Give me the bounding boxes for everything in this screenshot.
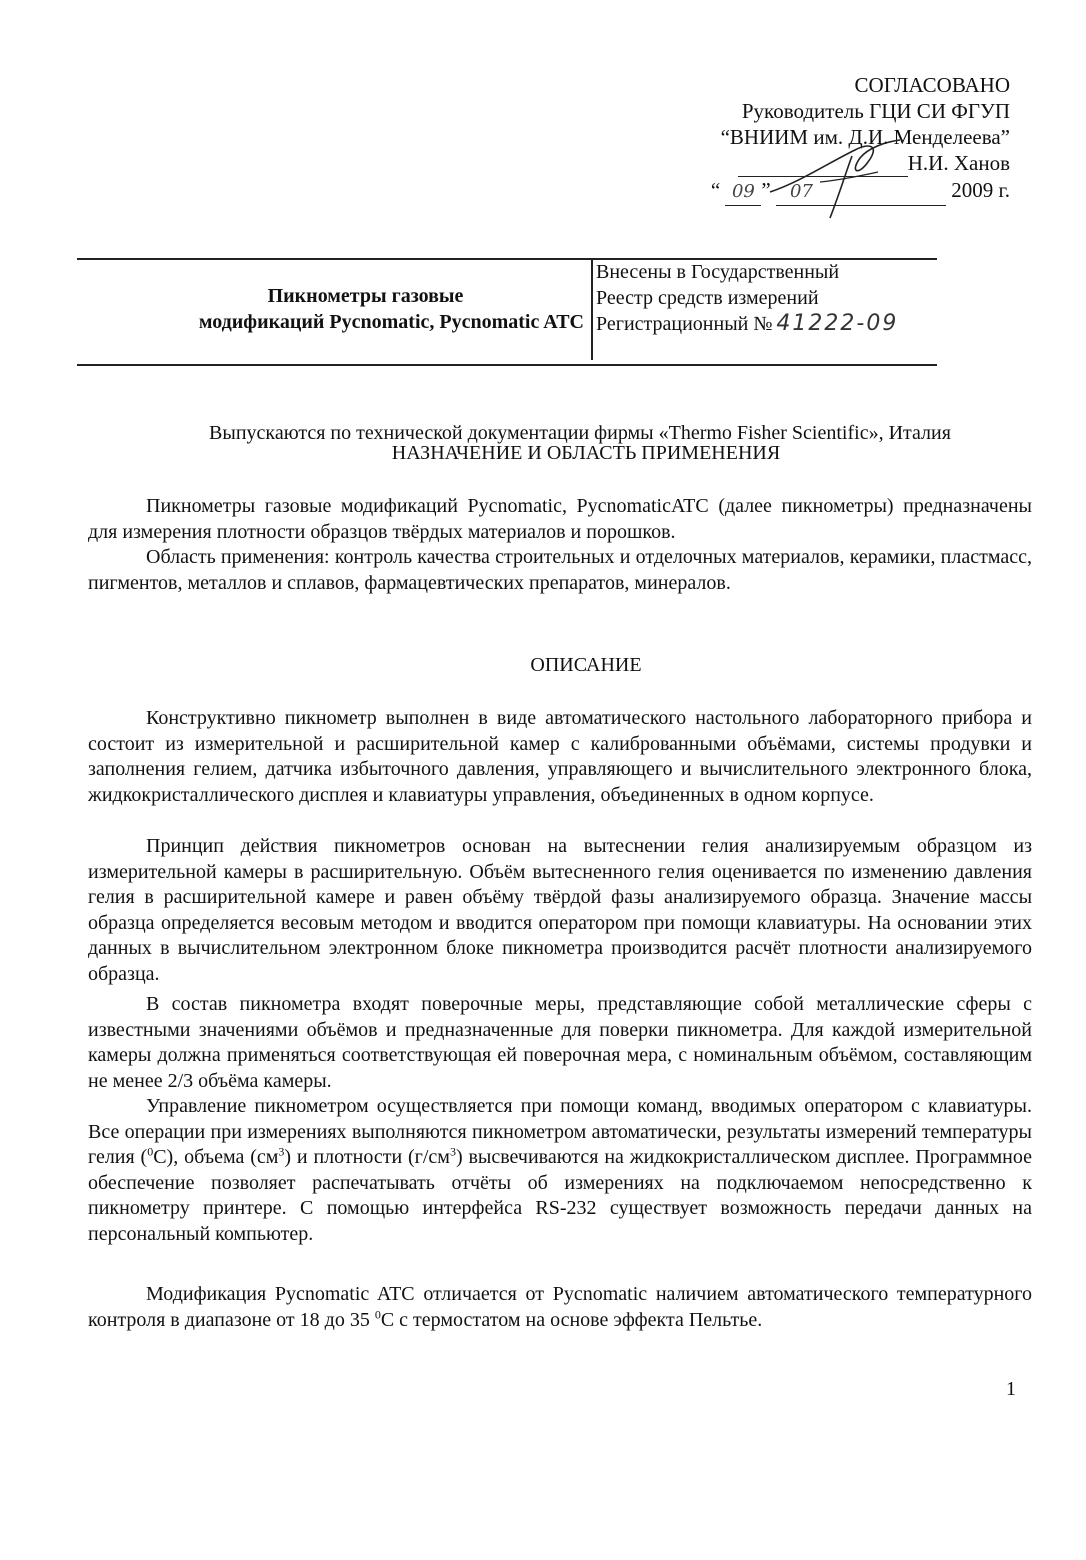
registry-line1: Внесены в Государственный [596, 261, 840, 283]
registry-number-label: Регистрационный № [596, 313, 773, 335]
section-title-purpose: НАЗНАЧЕНИЕ И ОБЛАСТЬ ПРИМЕНЕНИЯ [391, 442, 781, 464]
registry-number: 41222-09 [776, 311, 899, 336]
issued-by: Выпускаются по технической документации фирмы «Thermo Fisher Scientific», Италия [209, 422, 951, 444]
approval-date-month: 07 [776, 179, 946, 206]
approval-title: СОГЛАСОВАНО [854, 73, 1010, 97]
section-title-description: ОПИСАНИЕ [530, 654, 642, 676]
header-bottom-rule [77, 364, 937, 366]
product-title-line1: Пикнометры газовые [267, 285, 464, 307]
registry-line3 [596, 311, 898, 337]
approval-signer: Н.И. Ханов [907, 151, 1010, 175]
approval-position: Руководитель ГЦИ СИ ФГУП [741, 99, 1010, 123]
product-title-line2: модификаций Pycnomatic, Pycnomatic ATC [198, 311, 584, 333]
approval-date-year: 2009 г. [951, 178, 1010, 202]
paragraph: Управление пикнометром осуществляется при помощи команд, вводимых оператором с клавиатуры. Все операции при измерениях выполняются пикнометром автоматически, результаты измерений температуры гелия ($^0$С), объема $(см^3)$ и плотности $(г/см^3)$ высвечиваются на жидкокристаллическом дисплее. Программное обеспечение позволяет распечатывать отчёты об измерениях на подключаемом непосредственно к пикнометру принтере. С помощью интерфейса RS-232 существует возможность передачи данных на персональный компьютер. [88, 1095, 1032, 1245]
paragraph: Пикнометры газовые модификаций Pycnomatic, PycnomaticATC (далее пикнометры) предназначены для измерения плотности образцов твёрдых материалов и порошков. [88, 495, 1032, 543]
signature-icon [760, 132, 910, 222]
page-number: 1 [1006, 1378, 1016, 1400]
header-divider [591, 258, 593, 360]
approval-date-day: 09 [725, 179, 761, 206]
paragraph: Конструктивно пикнометр выполнен в виде автоматического настольного лабораторного прибора и состоит из измерительной и расширительной камер с калиброванными объёмами, системы продувки и заполнения гелием, датчика избыточного давления, управляющего и вычислительного электронного блока, жидкокристаллического дисплея и клавиатуры управления, объединенных в одном корпусе. [88, 707, 1032, 806]
paragraph: Принцип действия пикнометров основан на вытеснении гелия анализируемым образцом из измерительной камеры в расширительную. Объём вытесненного гелия оценивается по изменению давления гелия в расширительной камере и равен объёму твёрдой фазы анализируемого образца. Значение массы образца определяется весовым методом и вводится оператором при помощи клавиатуры. На основании этих данных в вычислительном электронном блоке пикнометра производится расчёт плотности анализируемого образца. [88, 835, 1032, 985]
paragraph: Область применения: контроль качества строительных и отделочных материалов, керамики, пластмасс, пигментов, металлов и сплавов, фармацевтических препаратов, минералов. [88, 546, 1032, 594]
paragraph: Модификация Pycnomatic ATC отличается от Pycnomatic наличием автоматического температурного контроля в диапазоне от 18 до 35 $^0$С с термостатом на основе эффекта Пельтье. [88, 1283, 1032, 1331]
approval-organization: “ВНИИМ им. Д.И. Менделеева” [720, 125, 1010, 149]
product-title [77, 283, 584, 335]
approval-date: “ 09 ” 07 2009 г. [711, 177, 1010, 206]
paragraph: В состав пикнометра входят поверочные меры, представляющие собой металлические сферы с известными значениями объёмов и предназначенные для поверки пикнометра. Для каждой измерительной камеры должна применяться соответствующая ей поверочная мера, с номинальным объёмом, составляющим не менее 2/3 объёма камеры. [88, 993, 1032, 1092]
registry-info [596, 259, 898, 337]
registry-line2: Реестр средств измерений [596, 287, 819, 309]
